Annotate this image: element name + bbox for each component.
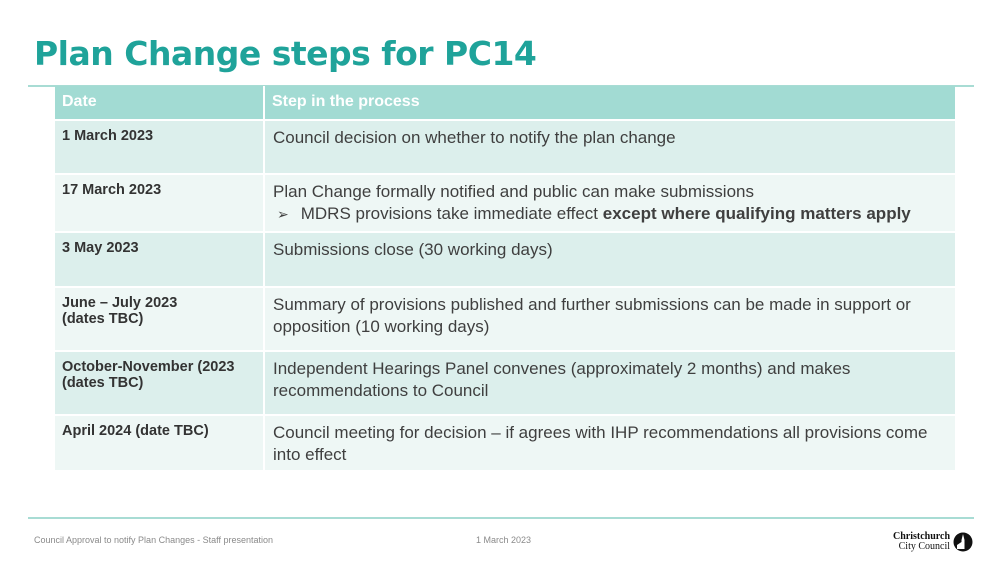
row-step: Council decision on whether to notify the plan change	[265, 121, 955, 175]
row-step: Council meeting for decision – if agrees with IHP recommendations all provisions come into effect	[265, 416, 955, 472]
slide-title: Plan Change steps for PC14	[34, 34, 537, 73]
header-step: Step in the process	[265, 86, 955, 121]
bottom-divider	[28, 517, 974, 519]
table-header-row	[55, 86, 955, 121]
row-date: 1 March 2023	[55, 121, 265, 175]
header-date: Date	[55, 86, 265, 121]
table-row	[55, 416, 955, 472]
table-row	[55, 352, 955, 416]
row-step	[265, 175, 955, 233]
row-date-line1: October-November (2023	[62, 359, 235, 375]
council-logo	[893, 532, 973, 552]
row-step-bullet	[273, 203, 947, 226]
bullet-bold-text: except where qualifying matters apply	[602, 204, 911, 223]
logo-line2: City Council	[898, 541, 951, 552]
row-date: April 2024 (date TBC)	[55, 416, 265, 472]
row-date-line2: (dates TBC)	[62, 375, 144, 391]
table-row	[55, 288, 955, 352]
row-date	[55, 352, 265, 416]
row-step-text: Plan Change formally notified and public can make submissions	[273, 182, 754, 201]
table-row	[55, 175, 955, 233]
row-date: 3 May 2023	[55, 233, 265, 288]
plan-change-steps-table	[55, 86, 955, 472]
row-date-line1: June – July 2023	[62, 295, 178, 311]
footer-presentation-title: Council Approval to notify Plan Changes - Staff presentation	[34, 535, 273, 545]
bullet-text: MDRS provisions take immediate effect	[300, 204, 603, 223]
table-row	[55, 121, 955, 175]
row-date: 17 March 2023	[55, 175, 265, 233]
table-row	[55, 233, 955, 288]
row-date	[55, 288, 265, 352]
logo-line1: Christchurch	[893, 531, 951, 542]
row-date-line2: (dates TBC)	[62, 311, 144, 327]
arrow-bullet-icon: ➢	[277, 207, 289, 223]
footer-date: 1 March 2023	[476, 535, 532, 545]
logo-text	[893, 532, 950, 552]
row-step: Submissions close (30 working days)	[265, 233, 955, 288]
row-step: Independent Hearings Panel convenes (approximately 2 months) and makes recommendations to Council	[265, 352, 955, 416]
cathedral-circle-icon	[953, 532, 973, 552]
row-step: Summary of provisions published and further submissions can be made in support or opposition (10 working days)	[265, 288, 955, 352]
